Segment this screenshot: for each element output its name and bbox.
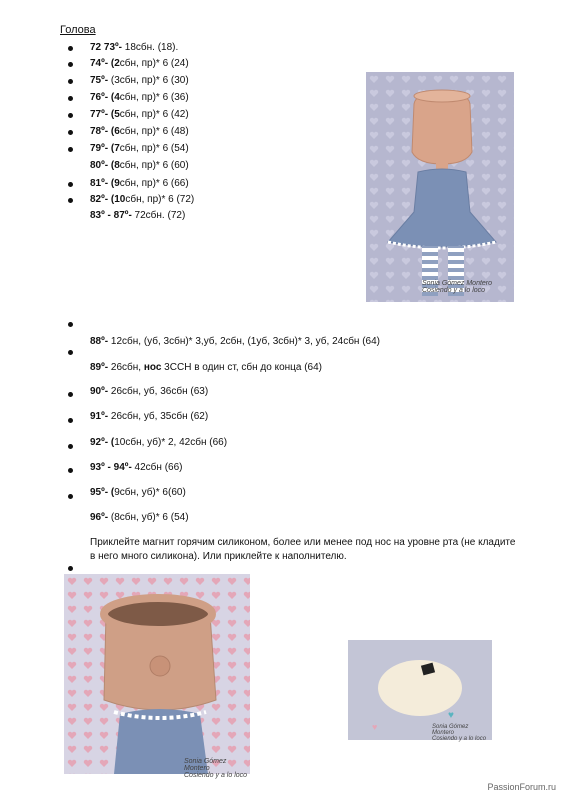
row-text: 18сбн. (18). [122, 42, 179, 53]
bullet-icon [68, 418, 73, 423]
bullet-icon [68, 113, 73, 118]
row-number: 83º - 87º- [90, 210, 132, 221]
doll-head-photo [64, 574, 250, 779]
doll-head-illustration [64, 574, 250, 774]
bullet-icon [68, 566, 73, 571]
row-text: сбн, пр)* 6 (42) [119, 109, 189, 120]
row-text: 9сбн, уб)* 6(60) [114, 487, 186, 498]
row-text: 12сбн, (уб, 3сбн)* 3,уб, 2сбн, (1уб, 3сбн)* 3, уб, 24сбн (64) [108, 336, 381, 347]
row-number: 78º- (6 [90, 126, 120, 137]
instruction-row [90, 386, 208, 397]
instruction-row [90, 160, 189, 171]
row-number: 77º- (5 [90, 109, 120, 120]
row-number: 92º- ( [90, 437, 115, 448]
row-number: 72 73º- [90, 42, 123, 53]
instruction-row [90, 42, 178, 53]
row-text: сбн, пр)* 6 (36) [119, 92, 189, 103]
bullet-icon [68, 130, 73, 135]
doll-body-illustration [366, 72, 514, 302]
row-number: 81º- (9 [90, 178, 120, 189]
row-emphasis: нос [143, 362, 162, 373]
instruction-note: Приклейте магнит горячим силиконом, более или менее под нос на уровне рта (не кладите в него много силикона). Или приклейте к наполнителю. [90, 537, 516, 562]
row-text: сбн, пр)* 6 (66) [119, 178, 189, 189]
row-number: 89º- [90, 362, 109, 373]
row-number: 74º- (2 [90, 58, 120, 69]
instruction-row [90, 143, 189, 154]
photo-caption-blog: Cosiendo y a lo loco [422, 287, 486, 294]
row-text: 3ССН в один ст, сбн до конца (64) [161, 362, 322, 373]
photo-caption-blog: Cosiendo y a lo loco [184, 772, 248, 779]
bullet-icon [68, 96, 73, 101]
instruction-row [90, 194, 194, 205]
instruction-row [90, 487, 186, 498]
row-text: сбн, пр)* 6 (24) [119, 58, 189, 69]
instruction-row [90, 336, 380, 347]
photo-caption-blog: Cosiendo y a lo loco [432, 736, 487, 742]
row-number: 75º- [90, 75, 109, 86]
instruction-row [90, 92, 189, 103]
bullet-icon [68, 182, 73, 187]
row-number: 88º- [90, 336, 109, 347]
bullet-icon [68, 468, 73, 473]
instruction-row [90, 58, 189, 69]
site-watermark: PassionForum.ru [487, 782, 556, 792]
row-text: 26сбн, уб, 36сбн (63) [108, 386, 209, 397]
bullet-icon [68, 494, 73, 499]
instruction-row [90, 210, 185, 221]
svg-text:♥: ♥ [372, 722, 378, 732]
bullet-icon [68, 350, 73, 355]
row-number: 76º- (4 [90, 92, 120, 103]
instruction-row [90, 178, 189, 189]
row-text: (8сбн, уб)* 6 (54) [108, 512, 189, 523]
row-number: 79º- (7 [90, 143, 120, 154]
instruction-row [90, 109, 189, 120]
instruction-row [90, 462, 183, 473]
row-number: 93º - 94º- [90, 462, 132, 473]
row-text: сбн, пр)* 6 (72) [125, 194, 195, 205]
doll-body-photo [366, 72, 514, 302]
row-text: сбн, пр)* 6 (54) [119, 143, 189, 154]
photo-caption-author: Sonia Gómez Montero [432, 724, 469, 736]
row-number: 90º- [90, 386, 109, 397]
bullet-icon [68, 147, 73, 152]
section-heading: Голова [60, 24, 96, 36]
row-text: сбн, пр)* 6 (48) [119, 126, 189, 137]
row-number: 91º- [90, 411, 109, 422]
instruction-row [90, 512, 189, 523]
instruction-row [90, 411, 208, 422]
row-text: 72сбн. (72) [131, 210, 186, 221]
svg-text:♥: ♥ [448, 710, 454, 721]
bullet-icon [68, 198, 73, 203]
row-text: 42сбн (66) [131, 462, 183, 473]
instruction-row [90, 126, 189, 137]
bullet-icon [68, 62, 73, 67]
row-number: 96º- [90, 512, 109, 523]
row-text: (3сбн, пр)* 6 (30) [108, 75, 189, 86]
row-number: 95º- ( [90, 487, 115, 498]
instruction-row [90, 75, 189, 86]
row-text: 10сбн, уб)* 2, 42сбн (66) [114, 437, 228, 448]
instruction-row [90, 437, 227, 448]
instruction-row [90, 362, 322, 373]
magnet-photo [348, 640, 492, 740]
row-number: 80º- (8 [90, 160, 120, 171]
bullet-icon [68, 392, 73, 397]
row-text: сбн, пр)* 6 (60) [119, 160, 189, 171]
bullet-icon [68, 46, 73, 51]
bullet-icon [68, 444, 73, 449]
photo-caption-author: Sonia Gómez Montero [422, 280, 493, 287]
photo-caption-author: Sonia Gómez Montero [184, 758, 227, 772]
row-number: 82º- (10 [90, 194, 126, 205]
row-text: 26сбн, [108, 362, 144, 373]
row-text: 26сбн, уб, 35сбн (62) [108, 411, 209, 422]
bullet-icon [68, 79, 73, 84]
bullet-icon [68, 322, 73, 327]
